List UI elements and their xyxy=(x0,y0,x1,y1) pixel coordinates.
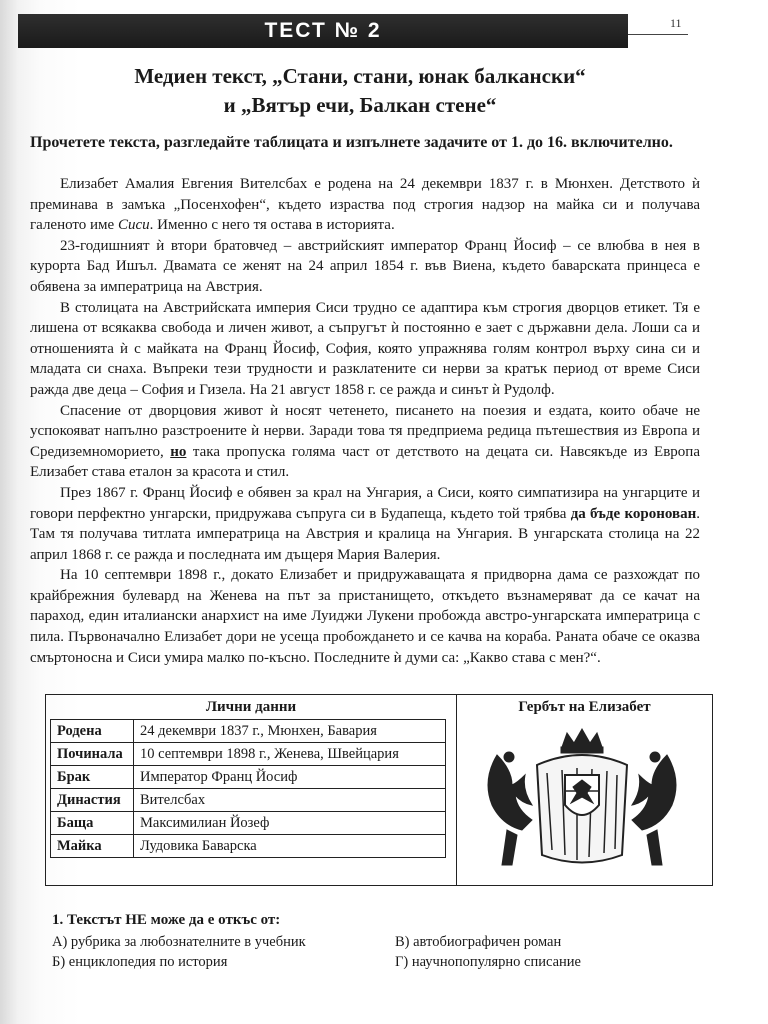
answer-c[interactable]: В) автобиографичен роман xyxy=(395,934,562,950)
coat-of-arms-panel xyxy=(457,695,712,885)
info-box xyxy=(45,694,713,886)
paragraph-1-text-c: . Именно с него тя остава в историята. xyxy=(149,217,395,234)
row-value: Вителсбах xyxy=(134,789,446,812)
row-value: Император Франц Йосиф xyxy=(134,766,446,789)
paragraph-1 xyxy=(30,174,700,236)
paragraph-2: 23-годишният ѝ втори братовчед – австрийският император Франц Йосиф – се влюбва в нея в курорта Бад Ишъл. Двамата се женят на 24 април 1854 г. във Виена, където баварската принцеса е обявена за императрица на Австрия. xyxy=(30,237,700,295)
personal-data-header: Лични данни xyxy=(205,699,297,715)
table-row xyxy=(51,812,446,835)
row-value: Лудовика Баварска xyxy=(134,835,446,858)
paragraph-1-text-a: Елизабет Амалия Евгения Вителсбах е родена на 24 декември 1837 г. в Мюнхен. Детството ѝ преминава в замъка „Посенхофен“, където израства под строгия надзор на майка си и получава галеното име xyxy=(30,176,700,234)
row-value: 24 декември 1837 г., Мюнхен, Бавария xyxy=(134,720,446,743)
row-value: Максимилиан Йозеф xyxy=(134,812,446,835)
table-row xyxy=(51,789,446,812)
paragraph-6: На 10 септември 1898 г., докато Елизабет и придружаващата я придворна дама се разхождат по крайбрежния булевард на Женева на път за пристанището, откъдето възнамеряват да се качат на параход, един италиански анархист на име Луиджи Лукени пробожда австро-унгарската императрица с пила. Първоначално Елизабет дори не усеща пробождането и се качва на кораба. Раната обаче се оказва смъртоносна и Сиси умира малко по-късно. Последните ѝ думи са: „Какво става с мен?“. xyxy=(30,567,700,666)
page-number: 11 xyxy=(670,16,682,30)
question-1 xyxy=(52,912,712,972)
row-label: Родена xyxy=(51,720,134,743)
paragraph-5 xyxy=(30,483,700,565)
test-header-bar xyxy=(18,14,628,48)
table-row xyxy=(51,835,446,858)
paragraph-5-text-a: През 1867 г. Франц Йосиф е обявен за крал на Унгария, а Сиси, която симпатизира на унгарците и говори перфектно унгарски, придружава съпруга си в Будапеща, където той трябва xyxy=(30,484,700,522)
paragraph-4-underlined: но xyxy=(170,443,187,460)
paragraph-5-bold: да бъде коронован xyxy=(570,505,697,522)
row-label: Династия xyxy=(51,789,134,812)
paragraph-4-text-a: Спасение от дворцовия живот ѝ носят четенето, писането на поезия и ездата, които обаче не успокояват напълно разстроените ѝ нерви. Заради това тя предприема редица пътешествия из Европа и Средиземноморието, xyxy=(30,402,700,460)
answer-b[interactable]: Б) енциклопедия по история xyxy=(52,954,228,970)
row-label: Починала xyxy=(51,743,134,766)
paragraph-1-italic: Сиси xyxy=(117,217,150,234)
main-title xyxy=(60,62,660,120)
row-value: 10 септември 1898 г., Женева, Швейцария xyxy=(134,743,446,766)
table-row xyxy=(51,743,446,766)
answer-d[interactable]: Г) научнопопулярно списание xyxy=(395,954,581,970)
question-1-answers xyxy=(52,932,712,972)
paragraph-5-text-c: . Там тя получава титлата императрица на Австрия и кралица на Унгария. В унгарската столица на 22 април 1868 г. се ражда и последната им дъщеря Мария Валерия. xyxy=(30,505,700,563)
article-body xyxy=(30,174,700,668)
instructions: Прочетете текста, разгледайте таблицата и изпълнете задачите от 1. до 16. включително. xyxy=(30,134,673,151)
table-row xyxy=(51,766,446,789)
row-label: Майка xyxy=(51,835,134,858)
question-1-title: 1. Текстът НЕ може да е откъс от: xyxy=(52,912,281,928)
answer-a[interactable]: А) рубрика за любознателните в учебник xyxy=(52,934,306,950)
coat-of-arms-header: Гербът на Елизабет xyxy=(518,699,651,715)
header-rule xyxy=(628,34,688,35)
main-title-line1: Медиен текст, „Стани, стани, юнак балкански“ xyxy=(134,64,586,88)
personal-data-table xyxy=(50,719,446,858)
row-label: Брак xyxy=(51,766,134,789)
paragraph-3: В столицата на Австрийската империя Сиси трудно се адаптира към строгия дворцов етикет. Тя е лишена от всякаква свобода и личен живот, а съпругът ѝ постоянно е зает с държавни дела. Лоши са и отношенията ѝ с майката на Франц Йосиф, София, която упражнява голям контрол върху сина си и младата си снаха. Въпреки тези трудности и разклатените си нерви за кратък период от време Сиси ражда две деца – София и Гизела. На 21 август 1858 г. се ражда и синът ѝ Рудолф. xyxy=(30,299,700,398)
main-title-line2: и „Вятър ечи, Балкан стене“ xyxy=(223,93,497,117)
paragraph-4-text-c: така пропуска голяма част от детството на децата си. Навсякъде из Европа Елизабет става еталон за красота и стил. xyxy=(30,443,700,481)
coat-of-arms-icon xyxy=(477,725,687,875)
personal-data-panel xyxy=(46,695,457,885)
table-row xyxy=(51,720,446,743)
row-label: Баща xyxy=(51,812,134,835)
test-title: ТЕСТ № 2 xyxy=(264,19,382,42)
paragraph-4 xyxy=(30,401,700,483)
